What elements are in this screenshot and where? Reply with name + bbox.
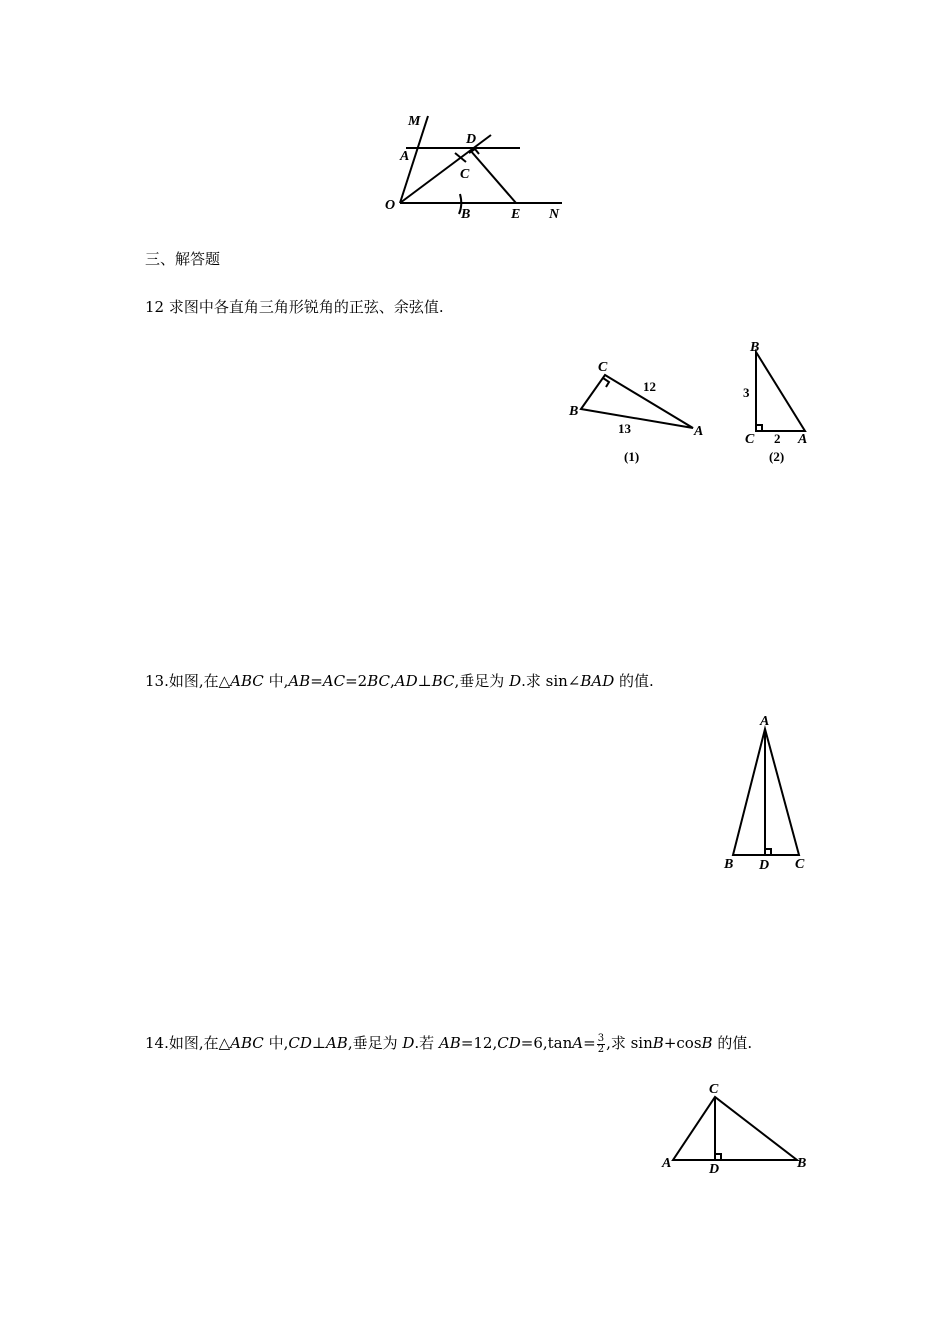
text-fragment: 3 — [597, 1032, 605, 1044]
text-fragment: AB — [288, 672, 311, 690]
fig2-label-c: C — [745, 432, 755, 447]
text-fragment: ABC — [230, 672, 264, 690]
text-fragment: 中, — [263, 672, 289, 690]
label-m: M — [408, 114, 421, 129]
text-fragment: .求 sin∠ — [521, 672, 581, 690]
text-fragment: 如图,在△ — [168, 1034, 231, 1052]
text-fragment: =2 — [345, 672, 368, 690]
q14-label-c: C — [709, 1082, 719, 1097]
text-fragment: CD — [288, 1034, 312, 1052]
text-fragment: , — [390, 672, 395, 690]
fig2-side-bc: 3 — [743, 385, 750, 400]
q13-label-d: D — [759, 858, 770, 873]
text-fragment: B — [701, 1034, 713, 1052]
fig1-label-a: A — [694, 424, 704, 439]
label-n: N — [549, 207, 560, 222]
label-e: E — [511, 207, 521, 222]
fig1-side-ca: 12 — [643, 379, 656, 394]
label-o: O — [385, 198, 396, 213]
text-fragment: AC — [322, 672, 346, 690]
text-fragment: AB — [438, 1034, 461, 1052]
text-fragment: A — [572, 1034, 584, 1052]
text-fragment: =6,tan — [520, 1034, 573, 1052]
q14-label-a: A — [662, 1156, 672, 1171]
text-fragment: 中, — [263, 1034, 289, 1052]
text-fragment: ⊥ — [311, 1034, 326, 1052]
q13-label-c: C — [795, 857, 805, 872]
text-fragment: BC — [431, 672, 455, 690]
text-fragment: BC — [367, 672, 390, 690]
text-fragment: = — [583, 1034, 596, 1052]
label-d: D — [466, 132, 477, 147]
text-fragment: 14. — [145, 1034, 169, 1052]
label-a: A — [400, 149, 410, 164]
text-fragment: 的值. — [614, 672, 654, 690]
question-12-text: 12 求图中各直角三角形锐角的正弦、余弦值. — [145, 298, 444, 316]
label-b: B — [461, 207, 471, 222]
text-fragment: ,垂足为 — [454, 672, 510, 690]
q13-label-b: B — [724, 857, 734, 872]
text-fragment: BAD — [580, 672, 615, 690]
text-fragment: 如图,在△ — [168, 672, 231, 690]
text-fragment: = — [310, 672, 323, 690]
fig1-label-c: C — [598, 360, 608, 375]
fig1-side-ba: 13 — [618, 421, 631, 436]
fig2-label-b: B — [750, 340, 760, 355]
fig1-label-b: B — [569, 404, 579, 419]
text-fragment: +cos — [663, 1034, 702, 1052]
text-fragment: =12, — [460, 1034, 498, 1052]
fig2-caption: (2) — [769, 449, 785, 464]
fig2-label-a: A — [798, 432, 808, 447]
text-fragment: 的值. — [712, 1034, 753, 1052]
fig2-side-ca: 2 — [774, 431, 781, 446]
q13-label-a: A — [760, 714, 770, 729]
fig1-caption: (1) — [624, 449, 640, 464]
text-fragment: 13. — [145, 672, 169, 690]
label-c: C — [460, 167, 470, 182]
q14-label-d: D — [709, 1162, 720, 1177]
text-fragment: D — [509, 672, 522, 690]
text-fragment: D — [402, 1034, 415, 1052]
q14-label-b: B — [797, 1156, 807, 1171]
text-fragment: AD — [394, 672, 418, 690]
text-fragment: B — [652, 1034, 664, 1052]
text-fragment: 2 — [597, 1043, 605, 1055]
text-fragment: ,求 sin — [606, 1034, 653, 1052]
text-fragment: CD — [497, 1034, 521, 1052]
text-fragment: ⊥ — [417, 672, 432, 690]
text-fragment: ,垂足为 — [347, 1034, 403, 1052]
text-fragment: AB — [325, 1034, 348, 1052]
text-fragment: ABC — [230, 1034, 264, 1052]
section-title: 三、解答题 — [145, 250, 221, 268]
text-fragment: .若 — [414, 1034, 439, 1052]
